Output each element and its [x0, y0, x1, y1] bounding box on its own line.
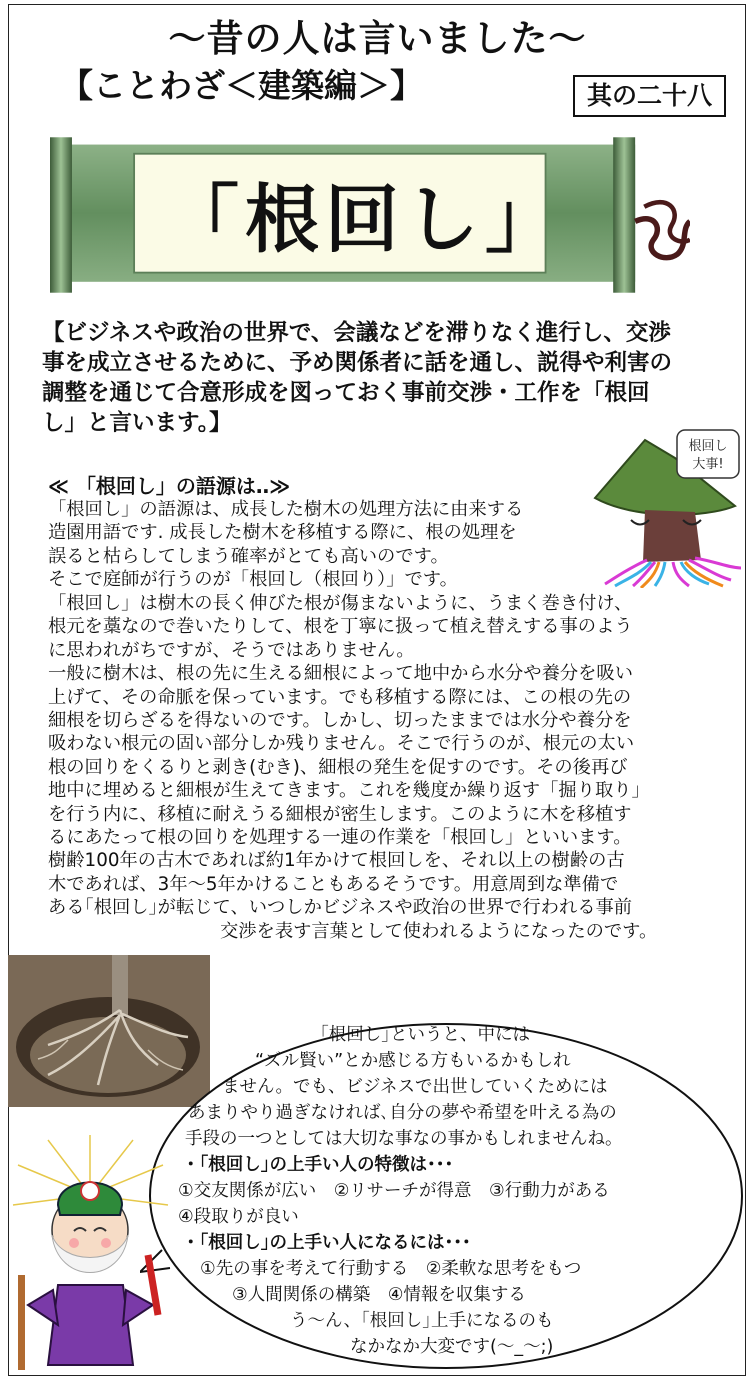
- body-line: ある｢根回し｣が転じて、いつしかビジネスや政治の世界で行われる事前: [48, 897, 633, 919]
- intro-line: 【ビジネスや政治の世界で、会議などを滞りなく進行し、交渉: [42, 320, 671, 346]
- mascot-sign-line2: 大事!: [692, 457, 724, 472]
- body-line: 造園用語です. 成長した樹木を移植する際に、根の処理を: [48, 522, 517, 544]
- body-line: 吸わない根元の固い部分しか残りません。そこで行うのが、根元の太い: [48, 733, 635, 755]
- bubble-text: [170, 1022, 730, 1360]
- body-line: 「根回し」の語源は、成長した樹木の処理方法に由来する: [48, 499, 524, 520]
- body-line: 一般に樹木は、根の先に生える細根によって地中から水分や養分を吸い: [48, 663, 633, 685]
- body-line: 交渉を表す言葉として使われるようになったのです。: [220, 921, 658, 942]
- bubble-line: ③人間関係の構築 ④情報を収集する: [232, 1285, 526, 1305]
- bubble-line: “ズル賢い”とか感じる方もいるかもしれ: [255, 1051, 571, 1071]
- bubble-line: ④段取りが良い: [178, 1207, 299, 1227]
- section-heading: ≪ 「根回し」の語源は‥≫: [48, 474, 291, 498]
- bubble-line: ・｢根回し｣の上手い人の特徴は･･･: [182, 1155, 454, 1175]
- body-line: を行う内に、移植に耐えうる細根が密生します。このように木を移植す: [48, 803, 632, 825]
- intro-paragraph: [42, 318, 732, 438]
- body-line: 「根回し」は樹木の長く伸びた根が傷まないように、うまく巻き付け、: [48, 593, 633, 614]
- body-line: 根元を藁なので巻いたりして、根を丁寧に扱って植え替えする事のよう: [48, 616, 633, 638]
- body-line: 地中に埋めると細根が生えてきます。これを幾度か繰り返す「掘り取り」: [48, 780, 650, 802]
- body-line: るにあたって根の回りを処理する一連の作業を「根回し」といいます。: [48, 827, 632, 849]
- section-body-main: [48, 592, 728, 920]
- body-line: 誤ると枯らしてしまう確率がとても高いのです。: [48, 545, 449, 567]
- bubble-line: ません。でも、ビジネスで出世していくためには: [222, 1077, 608, 1097]
- body-line: 上げて、その命脈を保っています。でも移植する際には、この根の先の: [48, 686, 632, 708]
- body-line: 木であれば、3年～5年かけることもあるそうです。用意周到な準備で: [48, 873, 619, 895]
- page-title: ～昔の人は言いました～: [168, 17, 587, 60]
- body-line: に思われがちですが、そうではありません。: [48, 639, 415, 661]
- body-line: 樹齢100年の古木であれば約1年かけて根回しを、それ以上の樹齢の古: [48, 850, 625, 872]
- intro-line: 事を成立させるために、予め関係者に話を通し、説得や利害の: [42, 350, 673, 376]
- scroll-title: 「根回し」: [165, 177, 565, 263]
- bubble-line: ｢根回し｣というと、中には: [320, 1025, 530, 1045]
- bubble-line: なかなか大変です(～_～;): [350, 1337, 554, 1357]
- bubble-line: う～ん、｢根回し｣上手になるのも: [290, 1311, 554, 1331]
- mascot-sign-line1: 根回し: [688, 439, 728, 454]
- page-subtitle: 【ことわざ＜建築編＞】: [60, 66, 423, 105]
- body-line: そこで庭師が行うのが「根回し（根回り）」です。: [48, 569, 458, 591]
- issue-badge: 其の二十八: [573, 75, 726, 117]
- section-body-last: [220, 920, 730, 943]
- body-line: 根の回りをくるりと剥き(むき)、細根の発生を促すのです。その後再び: [48, 756, 628, 778]
- bubble-line: 手段の一つとしては大切な事なの事かもしれませんね。: [185, 1129, 623, 1149]
- bubble-line: ・｢根回し｣の上手い人になるには･･･: [182, 1233, 471, 1253]
- elder-character-illustration: [8, 1135, 173, 1375]
- section-body-top: [48, 498, 728, 592]
- body-line: 細根を切らざるを得ないのです。しかし、切ったままでは水分や養分を: [48, 710, 632, 732]
- bubble-line: あまりやり過ぎなければ､自分の夢や希望を叶える為の: [188, 1103, 617, 1123]
- intro-line: し」と言います。】: [42, 410, 232, 436]
- intro-line: 調整を通じて合意形成を図っておく事前交渉・工作を「根回: [42, 380, 650, 406]
- bubble-line: ①先の事を考えて行動する ②柔軟な思考をもつ: [200, 1259, 582, 1279]
- bubble-line: ①交友関係が広い ②リサーチが得意 ③行動力がある: [178, 1181, 610, 1201]
